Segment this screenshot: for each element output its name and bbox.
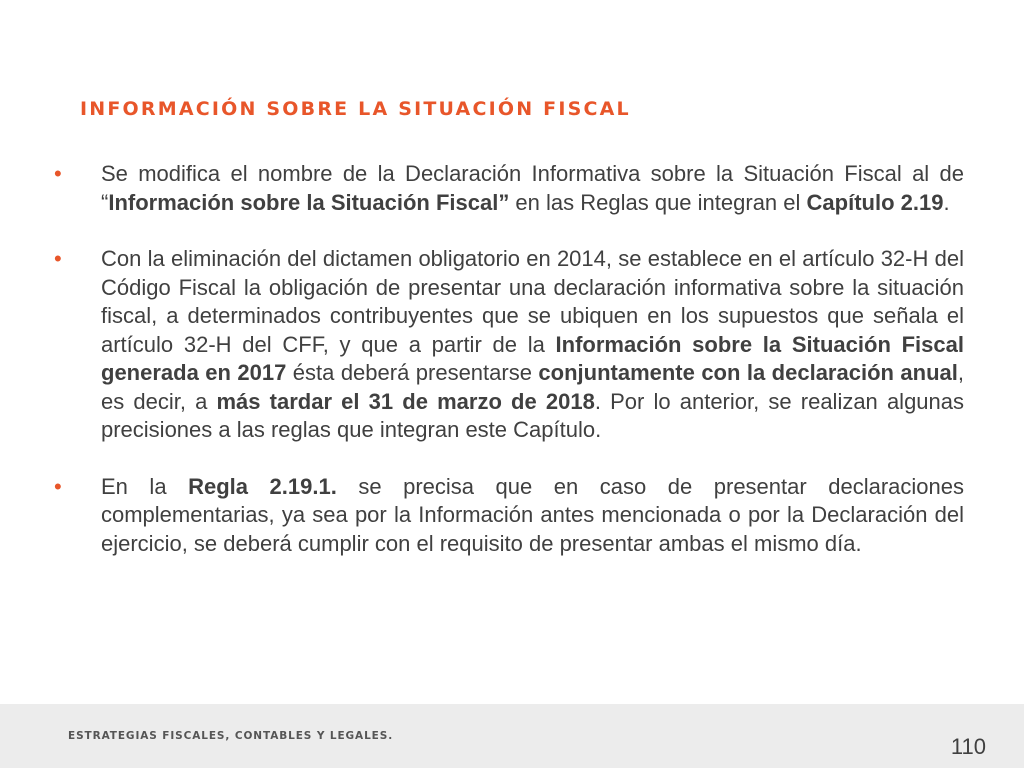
bullet-dot-icon: • bbox=[54, 473, 62, 499]
bullet-bold-run: Capítulo 2.19 bbox=[806, 189, 944, 215]
bullet-dot-icon: • bbox=[54, 161, 62, 186]
bullet-bold-run: Regla 2.19.1. bbox=[188, 473, 337, 499]
footer-bar bbox=[0, 704, 1024, 768]
bullet-text-run: en las Reglas que integran el bbox=[509, 189, 807, 215]
bullet-dot-icon: • bbox=[54, 246, 62, 271]
bullet-text-run: se precisa que en caso de presentar declaraciones complementarias, ya sea por la Información antes mencionada o por la Declaración del ejercicio, se deberá cumplir con el requisito de presentar ambas el mismo día. bbox=[101, 473, 964, 556]
bullet-text-run: Se modifica el nombre de la Declaración Informativa sobre la Situación Fiscal al de “ bbox=[101, 161, 964, 215]
footer-brand-text: ESTRATEGIAS FISCALES, CONTABLES Y LEGALES. bbox=[68, 730, 394, 742]
bullet-list bbox=[54, 160, 964, 558]
bullet-bold-run: conjuntamente con la declaración anual bbox=[538, 360, 958, 385]
bullet-text bbox=[101, 474, 964, 556]
page-number: 110 bbox=[950, 734, 986, 759]
bullet-text-run: , es decir, a bbox=[101, 360, 964, 414]
bullet-text-run: En la bbox=[101, 473, 189, 499]
bullet-text-run: Con la eliminación del dictamen obligatorio en 2014, se establece en el artículo 32-H del Código Fiscal la obligación de presentar una declaración informativa sobre la situación fiscal, a determinados contribuyentes que se ubiquen en los supuestos que señala el artículo 32-H del CFF, y que a partir de la bbox=[101, 246, 964, 357]
bullet-text bbox=[101, 246, 964, 442]
bullet-bold-run: Información sobre la Situación Fiscal generada en 2017 bbox=[101, 331, 964, 385]
bullet-text bbox=[101, 161, 964, 215]
bullet-item bbox=[54, 245, 964, 445]
bullet-text-run: . bbox=[943, 189, 950, 215]
bullet-text-run: ésta deberá presentarse bbox=[286, 360, 539, 385]
bullet-text-run: . Por lo anterior, se realizan algunas precisiones a las reglas que integran este Capítulo. bbox=[101, 388, 965, 442]
bullet-item bbox=[54, 160, 964, 217]
bullet-item bbox=[54, 473, 964, 559]
bullet-bold-run: más tardar el 31 de marzo de 2018 bbox=[216, 388, 595, 414]
bullet-bold-run: Información sobre la Situación Fiscal” bbox=[108, 189, 510, 215]
slide-title: INFORMACIÓN SOBRE LA SITUACIÓN FISCAL bbox=[80, 98, 631, 120]
